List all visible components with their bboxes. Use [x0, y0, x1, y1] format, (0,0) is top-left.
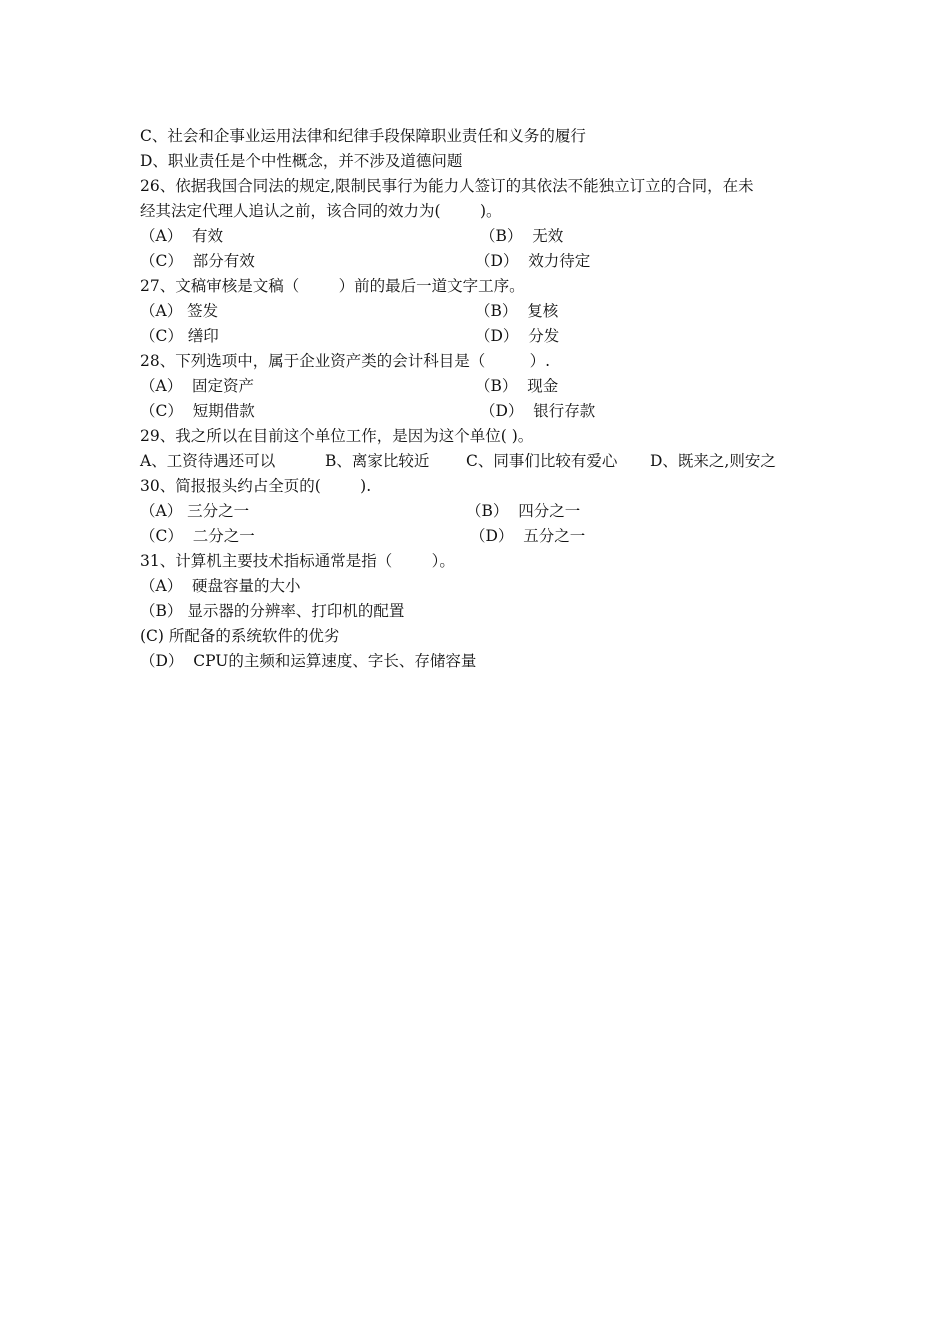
- question-28-options-row-2: [140, 399, 820, 424]
- question-29-line: [140, 424, 820, 449]
- question-31-option-b: （B） 显示器的分辨率、打印机的配置: [140, 602, 405, 620]
- question-26-option-c: （C） 部分有效: [140, 252, 255, 270]
- question-31-option-b-line: [140, 599, 820, 624]
- question-28-option-a: （A） 固定资产: [140, 377, 255, 395]
- question-26-line-2: [140, 199, 820, 224]
- question-26-option-a: （A） 有效: [140, 227, 224, 245]
- question-30-option-b: （B） 四分之一: [466, 502, 581, 520]
- question-31-line: [140, 549, 820, 574]
- question-31-option-c-line: [140, 624, 820, 649]
- question-30-option-c: （C） 二分之一: [140, 527, 255, 545]
- question-28-line: [140, 349, 820, 374]
- question-30-option-a: （A） 三分之一: [140, 502, 250, 520]
- question-28-option-b: （B） 现金: [475, 377, 559, 395]
- question-28-text: 28、下列选项中，属于企业资产类的会计科目是（ ）.: [140, 352, 550, 370]
- question-29-option-c: C、同事们比较有爱心: [466, 452, 618, 470]
- text-line: [140, 149, 820, 174]
- question-31-option-a-line: [140, 574, 820, 599]
- question-28-option-c: （C） 短期借款: [140, 402, 255, 420]
- document-page: [140, 124, 820, 674]
- question-26-text: 26、依据我国合同法的规定,限制民事行为能力人签订的其依法不能独立订立的合同，在未: [140, 177, 754, 195]
- question-28-options-row-1: [140, 374, 820, 399]
- question-30-options-row-2: [140, 524, 820, 549]
- question-26-option-b: （B） 无效: [480, 227, 564, 245]
- question-30-line: [140, 474, 820, 499]
- question-31-option-d: （D） CPU的主频和运算速度、字长、存储容量: [140, 652, 477, 670]
- question-31-text: 31、计算机主要技术指标通常是指（ ）。: [140, 552, 455, 570]
- question-29-text: 29、我之所以在目前这个单位工作，是因为这个单位( )。: [140, 427, 534, 445]
- text-line: [140, 124, 820, 149]
- question-31-option-d-line: [140, 649, 820, 674]
- question-27-option-c: （C） 缮印: [140, 327, 219, 345]
- question-26-options-row-2: [140, 249, 820, 274]
- question-27-option-a: （A） 签发: [140, 302, 219, 320]
- option-d-text: D、职业责任是个中性概念，并不涉及道德问题: [140, 152, 463, 170]
- question-28-option-d: （D） 银行存款: [480, 402, 596, 420]
- question-27-line: [140, 274, 820, 299]
- question-27-option-d: （D） 分发: [475, 327, 560, 345]
- question-26-text-cont: 经其法定代理人追认之前，该合同的效力为( )。: [140, 202, 502, 220]
- question-26-options-row-1: [140, 224, 820, 249]
- question-27-option-b: （B） 复核: [475, 302, 559, 320]
- question-29-options-row: [140, 449, 820, 474]
- question-26-line-1: [140, 174, 820, 199]
- question-30-options-row-1: [140, 499, 820, 524]
- question-31-option-c: (C) 所配备的系统软件的优劣: [140, 627, 340, 645]
- question-30-option-d: （D） 五分之一: [470, 527, 586, 545]
- question-29-option-d: D、既来之,则安之: [650, 452, 776, 470]
- question-31-option-a: （A） 硬盘容量的大小: [140, 577, 301, 595]
- option-c-text: C、社会和企事业运用法律和纪律手段保障职业责任和义务的履行: [140, 127, 586, 145]
- question-27-text: 27、文稿审核是文稿（ ）前的最后一道文字工序。: [140, 277, 525, 295]
- question-27-options-row-2: [140, 324, 820, 349]
- question-27-options-row-1: [140, 299, 820, 324]
- question-30-text: 30、简报报头约占全页的( ).: [140, 477, 372, 495]
- question-29-option-a: A、工资待遇还可以: [140, 452, 276, 470]
- question-29-option-b: B、离家比较近: [325, 452, 430, 470]
- question-26-option-d: （D） 效力待定: [475, 252, 591, 270]
